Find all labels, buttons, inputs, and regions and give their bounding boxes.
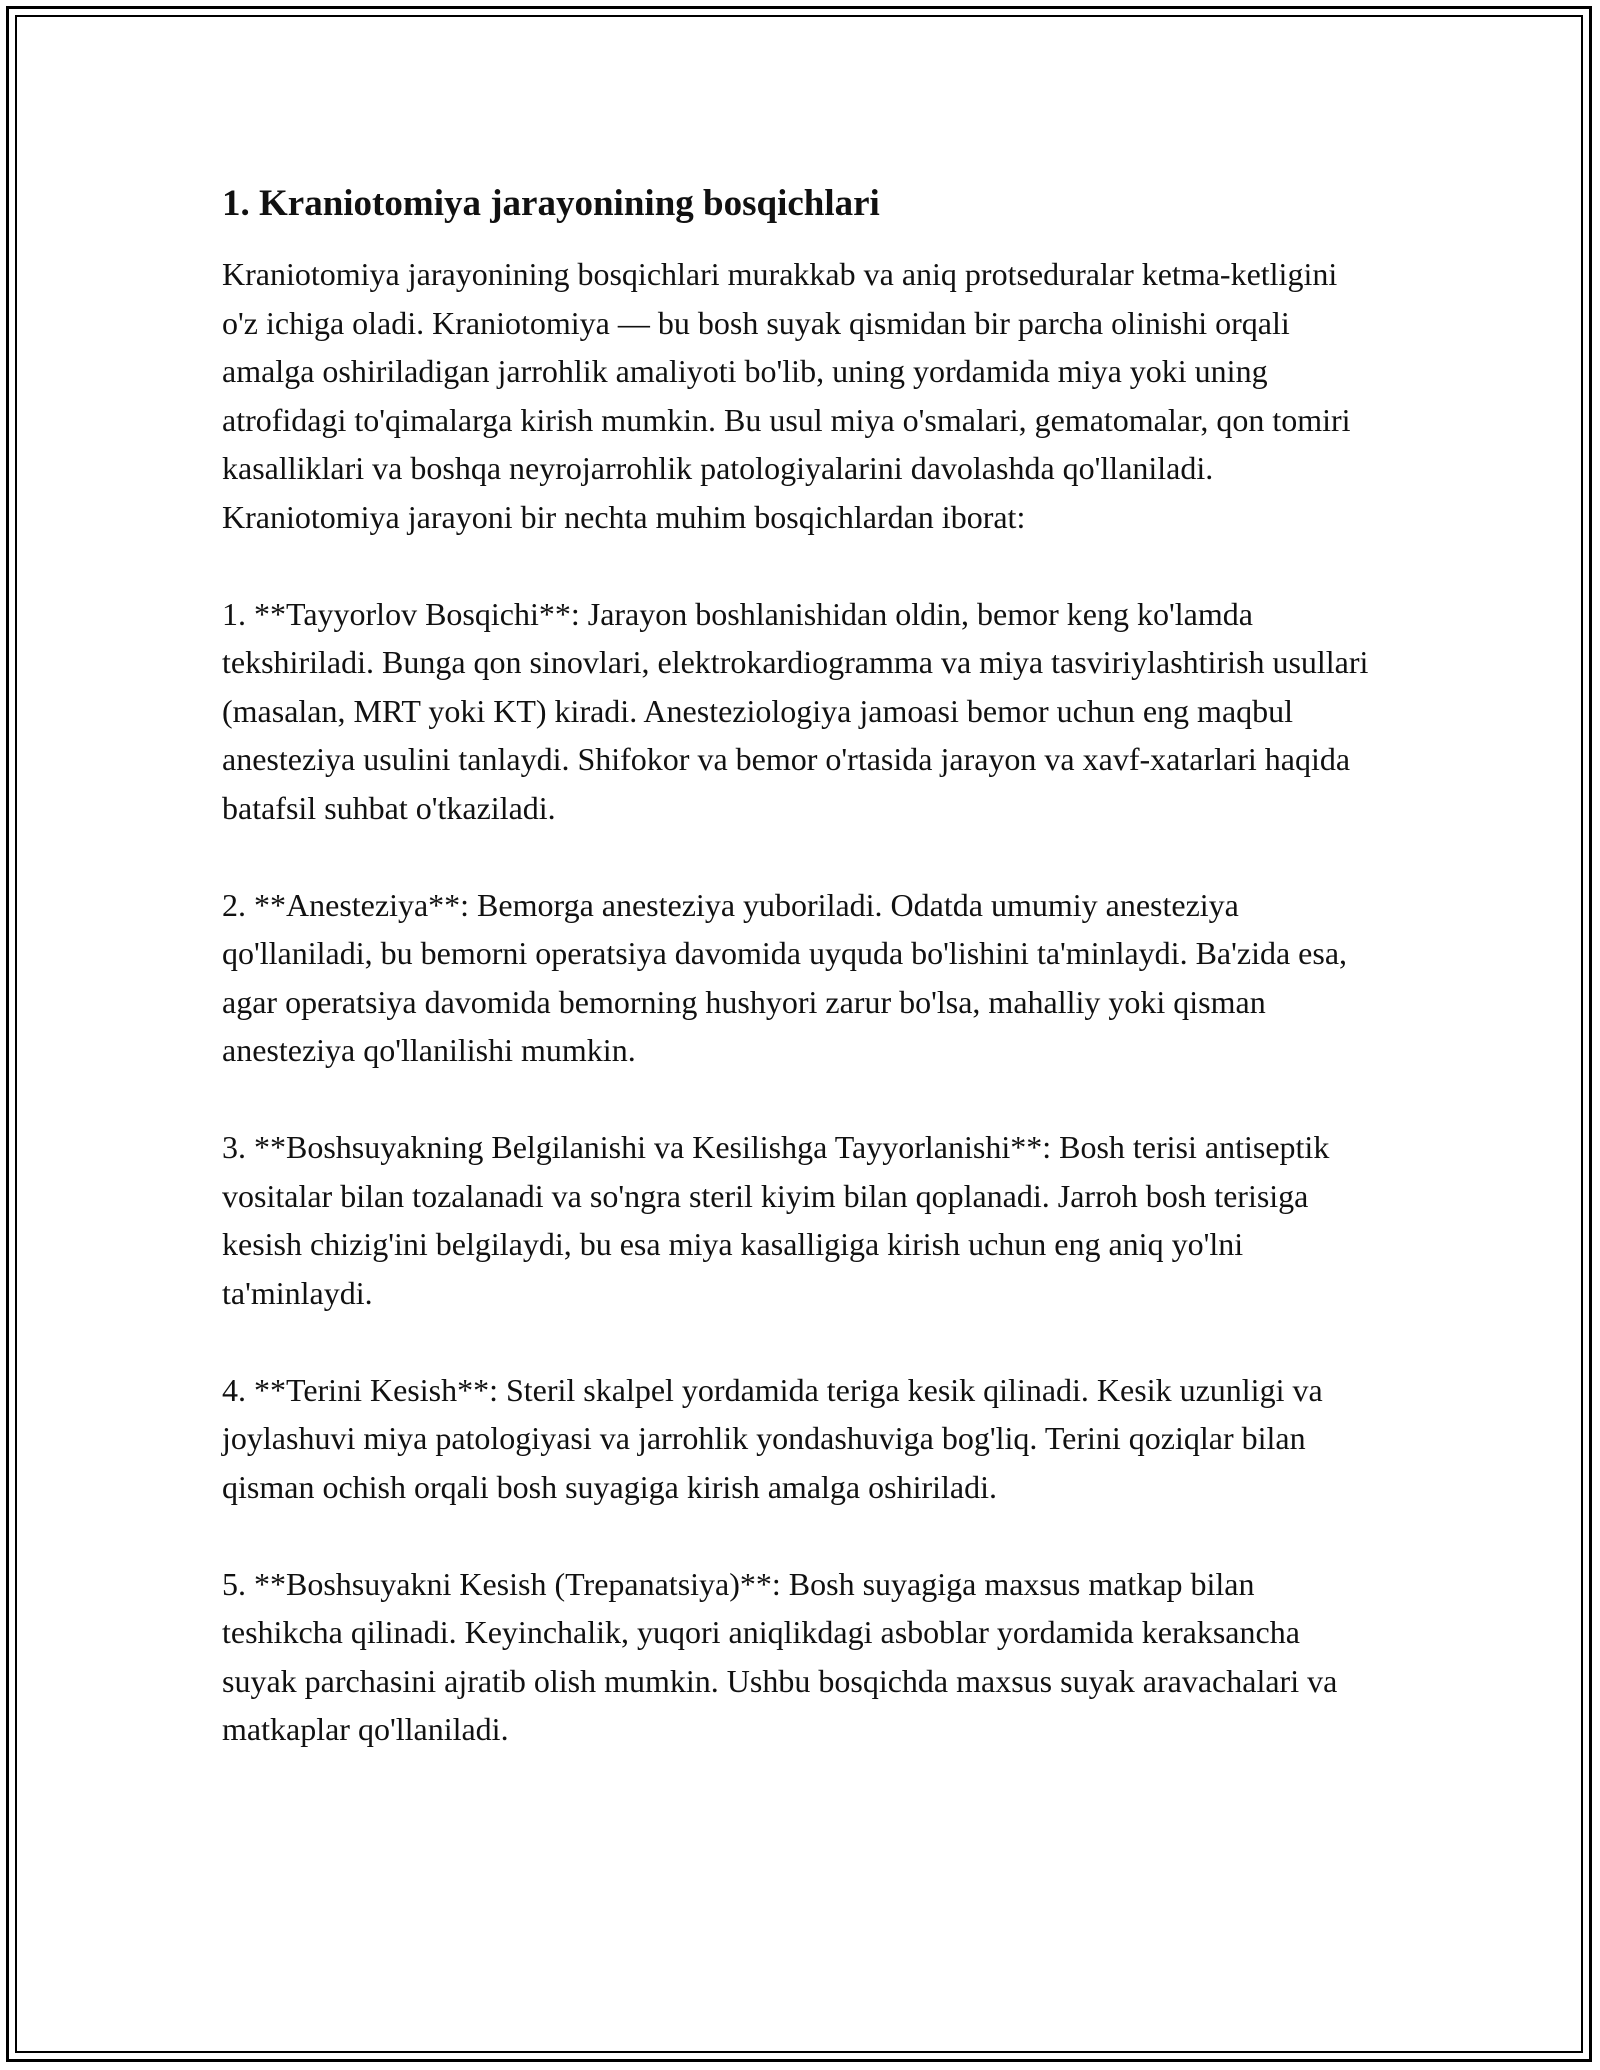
document-body (222, 180, 1372, 1802)
intro-paragraph: Kraniotomiya jarayonining bosqichlari murakkab va aniq protseduralar ketma-ketligini o'z ichiga oladi. Kraniotomiya — bu bosh suyak qismidan bir parcha olinishi orqali amalga oshiriladigan jarrohlik amaliyoti bo'lib, uning yordamida miya yoki uning atrofidagi to'qimalarga kirish mumkin. Bu usul miya o'smalari, gematomalar, qon tomiri kasalliklari va boshqa neyrojarrohlik patologiyalarini davolashda qo'llaniladi. Kraniotomiya jarayoni bir nechta muhim bosqichlardan iborat: (222, 256, 1351, 535)
step-2-paragraph: 2. **Anesteziya**: Bemorga anesteziya yuboriladi. Odatda umumiy anesteziya qo'llaniladi, bu bemorni operatsiya davomida uyquda bo'lishini ta'minlaydi. Ba'zida esa, agar operatsiya davomida bemorning hushyori zarur bo'lsa, mahalliy yoki qisman anesteziya qo'llanilishi mumkin. (222, 886, 1348, 1068)
step-3-paragraph: 3. **Boshsuyakning Belgilanishi va Kesilishga Tayyorlanishi**: Bosh terisi antiseptik vositalar bilan tozalanadi va so'ngra steril kiyim bilan qoplanadi. Jarroh bosh terisiga kesish chizig'ini belgilaydi, bu esa miya kasalligiga kirish uchun eng aniq yo'lni ta'minlaydi. (222, 1129, 1330, 1311)
step-4-paragraph: 4. **Terini Kesish**: Steril skalpel yordamida teriga kesik qilinadi. Kesik uzunligi va joylashuvi miya patologiyasi va jarrohlik yondashuviga bog'liq. Terini qoziqlar bilan qisman ochish orqali bosh suyagiga kirish amalga oshiriladi. (222, 1371, 1323, 1505)
step-5-paragraph: 5. **Boshsuyakni Kesish (Trepanatsiya)**: Bosh suyagiga maxsus matkap bilan teshikcha qilinadi. Keyinchalik, yuqori aniqlikdagi asboblar yordamida keraksancha suyak parchasini ajratib olish mumkin. Ushbu bosqichda maxsus suyak aravachalari va matkaplar qo'llaniladi. (222, 1565, 1338, 1747)
section-heading: 1. Kraniotomiya jarayonining bosqichlari (222, 183, 880, 224)
step-1-paragraph: 1. **Tayyorlov Bosqichi**: Jarayon boshlanishidan oldin, bemor keng ko'lamda tekshiriladi. Bunga qon sinovlari, elektrokardiogramma va miya tasviriylashtirish usullari (masalan, MRT yoki KT) kiradi. Anesteziologiya jamoasi bemor uchun eng maqbul anesteziya usulini tanlaydi. Shifokor va bemor o'rtasida jarayon va xavf-xatarlari haqida batafsil suhbat o'tkaziladi. (222, 595, 1369, 826)
